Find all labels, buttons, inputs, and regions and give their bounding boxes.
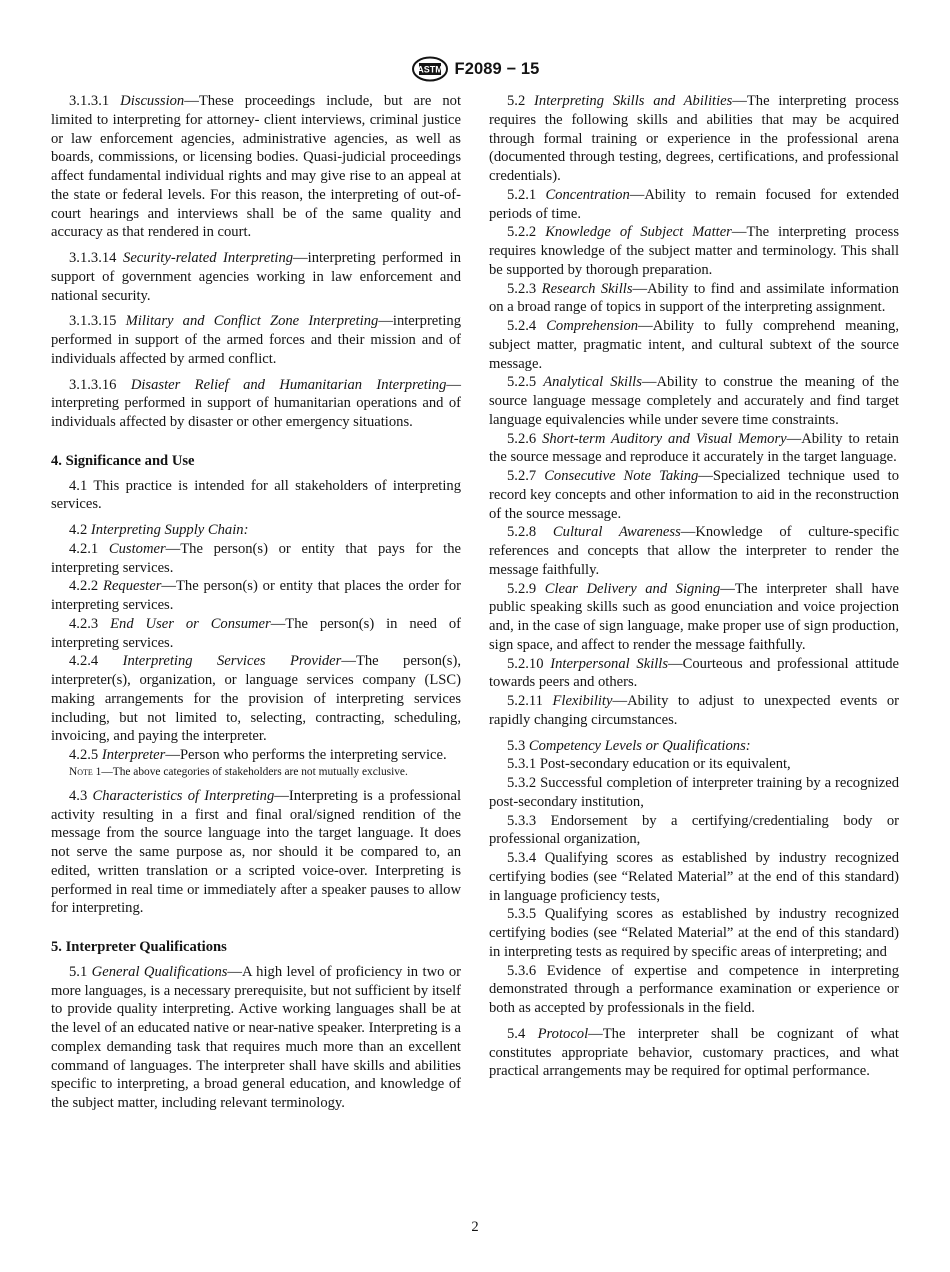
right-column [489, 92, 899, 1081]
paragraph-5-2-8: 5.2.8 Cultural Awareness—Knowledge of culture-specific references and concepts that allow the interpreter to render the message faithfully. [489, 524, 899, 578]
paragraph-5-2-4: 5.2.4 Comprehension—Ability to fully comprehend meaning, subject matter, pragmatic intent, and cultural subtext of the source message. [489, 318, 899, 372]
paragraph-4-2-5: 4.2.5 Interpreter—Person who performs the interpreting service. [69, 747, 447, 763]
paragraph-5-3-6: 5.3.6 Evidence of expertise and competence in interpreting demonstrated through a performance examination or experience or both as accepted by professionals in the field. [489, 962, 899, 1016]
paragraph-5-4: 5.4 Protocol—The interpreter shall be cognizant of what constitutes appropriate behavior, customary practices, and what practical arrangements may be required for optimal performance. [489, 1025, 899, 1080]
paragraph-3-1-3-16: 3.1.3.16 Disaster Relief and Humanitarian Interpreting—interpreting performed in support of humanitarian operations and of individuals affected by disaster or other emergency situations. [51, 376, 461, 430]
page-header [0, 56, 950, 82]
paragraph-5-2: 5.2 Interpreting Skills and Abilities—The interpreting process requires the following skills and abilities that may be acquired through formal training or experience in the professional arena (documented through testing, degrees, certifications, and professional credentials). [489, 93, 899, 184]
paragraph-4-2: 4.2 Interpreting Supply Chain: [69, 522, 249, 538]
section-heading-5: 5. Interpreter Qualifications [51, 939, 227, 955]
paragraph-5-3-3: 5.3.3 Endorsement by a certifying/credentialing body or professional organization, [489, 812, 899, 848]
astm-logo-icon [411, 56, 449, 82]
paragraph-5-2-2: 5.2.2 Knowledge of Subject Matter—The interpreting process requires knowledge of the subject matter and terminology. This shall be supported by thorough preparation. [489, 224, 899, 278]
svg-text:ASTM: ASTM [416, 64, 443, 75]
paragraph-5-2-3: 5.2.3 Research Skills—Ability to find and assimilate information on a broad range of topics in support of the interpreting assignment. [489, 280, 899, 316]
paragraph-5-3-1: 5.3.1 Post-secondary education or its equivalent, [507, 756, 791, 773]
paragraph-5-3-4: 5.3.4 Qualifying scores as established by industry recognized certifying bodies (see “Related Material” at the end of this standard) in language proficiency tests, [489, 850, 899, 904]
paragraph-4-2-3: 4.2.3 End User or Consumer—The person(s) in need of interpreting services. [51, 615, 461, 651]
paragraph-5-3: 5.3 Competency Levels or Qualifications: [507, 737, 751, 754]
note-1: Note 1—The above categories of stakeholders are not mutually exclusive. [69, 765, 408, 778]
paragraph-5-2-5: 5.2.5 Analytical Skills—Ability to construe the meaning of the source language message completely and accurately and find target language equivalencies while under severe time constraints. [489, 374, 900, 428]
paragraph-5-3-2: 5.3.2 Successful completion of interpreter training by a recognized post-secondary institution, [489, 775, 899, 810]
paragraph-4-3: 4.3 Characteristics of Interpreting—Interpreting is a professional activity resulting in a first and final oral/signed rendition of the message from the source language into the target language. It does not serve the same purpose as, nor should it be compared to, an edited, written translation or a scripted voice-over. Interpreting is performed in real time or immediately after a speaker pauses to allow for interpreting. [51, 787, 461, 917]
paragraph-5-3-5: 5.3.5 Qualifying scores as established by industry recognized certifying bodies (see “Related Material” at the end of this standard) in interpreting tests as required by specific areas of interpreting; and [489, 906, 899, 960]
paragraph-5-2-6: 5.2.6 Short-term Auditory and Visual Memory—Ability to retain the source message and reproduce it accurately in the target language. [489, 430, 899, 466]
paragraph-4-2-1: 4.2.1 Customer—The person(s) or entity that pays for the interpreting services. [51, 540, 461, 576]
paragraph-5-2-1: 5.2.1 Concentration—Ability to remain focused for extended periods of time. [489, 186, 899, 222]
paragraph-3-1-3-1: 3.1.3.1 Discussion—These proceedings include, but are not limited to interpreting for attorney- client interviews, criminal justice or law enforcement agencies, administrative agencies, as well as boards, commissions, or licensing bodies. Quasi-judicial proceedings affect fundamental individual rights and may give rise to an appeal at the state or federal levels. For this reason, the interpreting of out-of-court hearings and interviews shall be of the same quality and accuracy as that rendered in court. [51, 93, 462, 241]
paragraph-3-1-3-15: 3.1.3.15 Military and Conflict Zone Interpreting—interpreting performed in support of the armed forces and their mission and of individuals affected by armed conflict. [51, 313, 461, 367]
paragraph-3-1-3-14: 3.1.3.14 Security-related Interpreting—interpreting performed in support of government agencies working in law enforcement and national security. [51, 250, 461, 304]
paragraph-5-1: 5.1 General Qualifications—A high level of proficiency in two or more languages, is a necessary prerequisite, but not sufficient by itself to provide quality interpreting. Active working languages shall be at the level of an educated native or near-native speaker. Interpreting is a complex demanding task that requires much more than an excellent command of languages. The interpreter shall have skills and abilities specific to interpreting, a broad general education, and knowledge of the subject matter, including relevant terminology. [51, 963, 461, 1111]
paragraph-4-2-2: 4.2.2 Requester—The person(s) or entity that places the order for interpreting services. [51, 578, 461, 613]
paragraph-5-2-9: 5.2.9 Clear Delivery and Signing—The interpreter shall have public speaking skills such as good enunciation and voice projection and, in the case of sign language, make proper use of sign production, sign space, and affect to render the message faithfully. [489, 580, 899, 653]
paragraph-5-2-10: 5.2.10 Interpersonal Skills—Courteous and professional attitude towards peers and others. [489, 655, 900, 691]
paragraph-5-2-7: 5.2.7 Consecutive Note Taking—Specialized technique used to record key concepts and other information to aid in the reconstruction of the source message. [489, 468, 899, 522]
paragraph-4-1: 4.1 This practice is intended for all stakeholders of interpreting services. [51, 477, 461, 513]
page-number: 2 [471, 1219, 479, 1235]
section-heading-4: 4. Significance and Use [51, 452, 195, 469]
document-id: F2089 − 15 [454, 59, 540, 78]
paragraph-5-2-11: 5.2.11 Flexibility—Ability to adjust to unexpected events or rapidly changing circumstances. [489, 693, 899, 728]
left-column [51, 92, 461, 1113]
paragraph-4-2-4: 4.2.4 Interpreting Services Provider—The person(s), interpreter(s), organization, or language services company (LSC) making arrangements for the provision of interpreting services including, but not limited to, selecting, contracting, scheduling, invoicing, and paying the interpreter. [51, 653, 461, 745]
